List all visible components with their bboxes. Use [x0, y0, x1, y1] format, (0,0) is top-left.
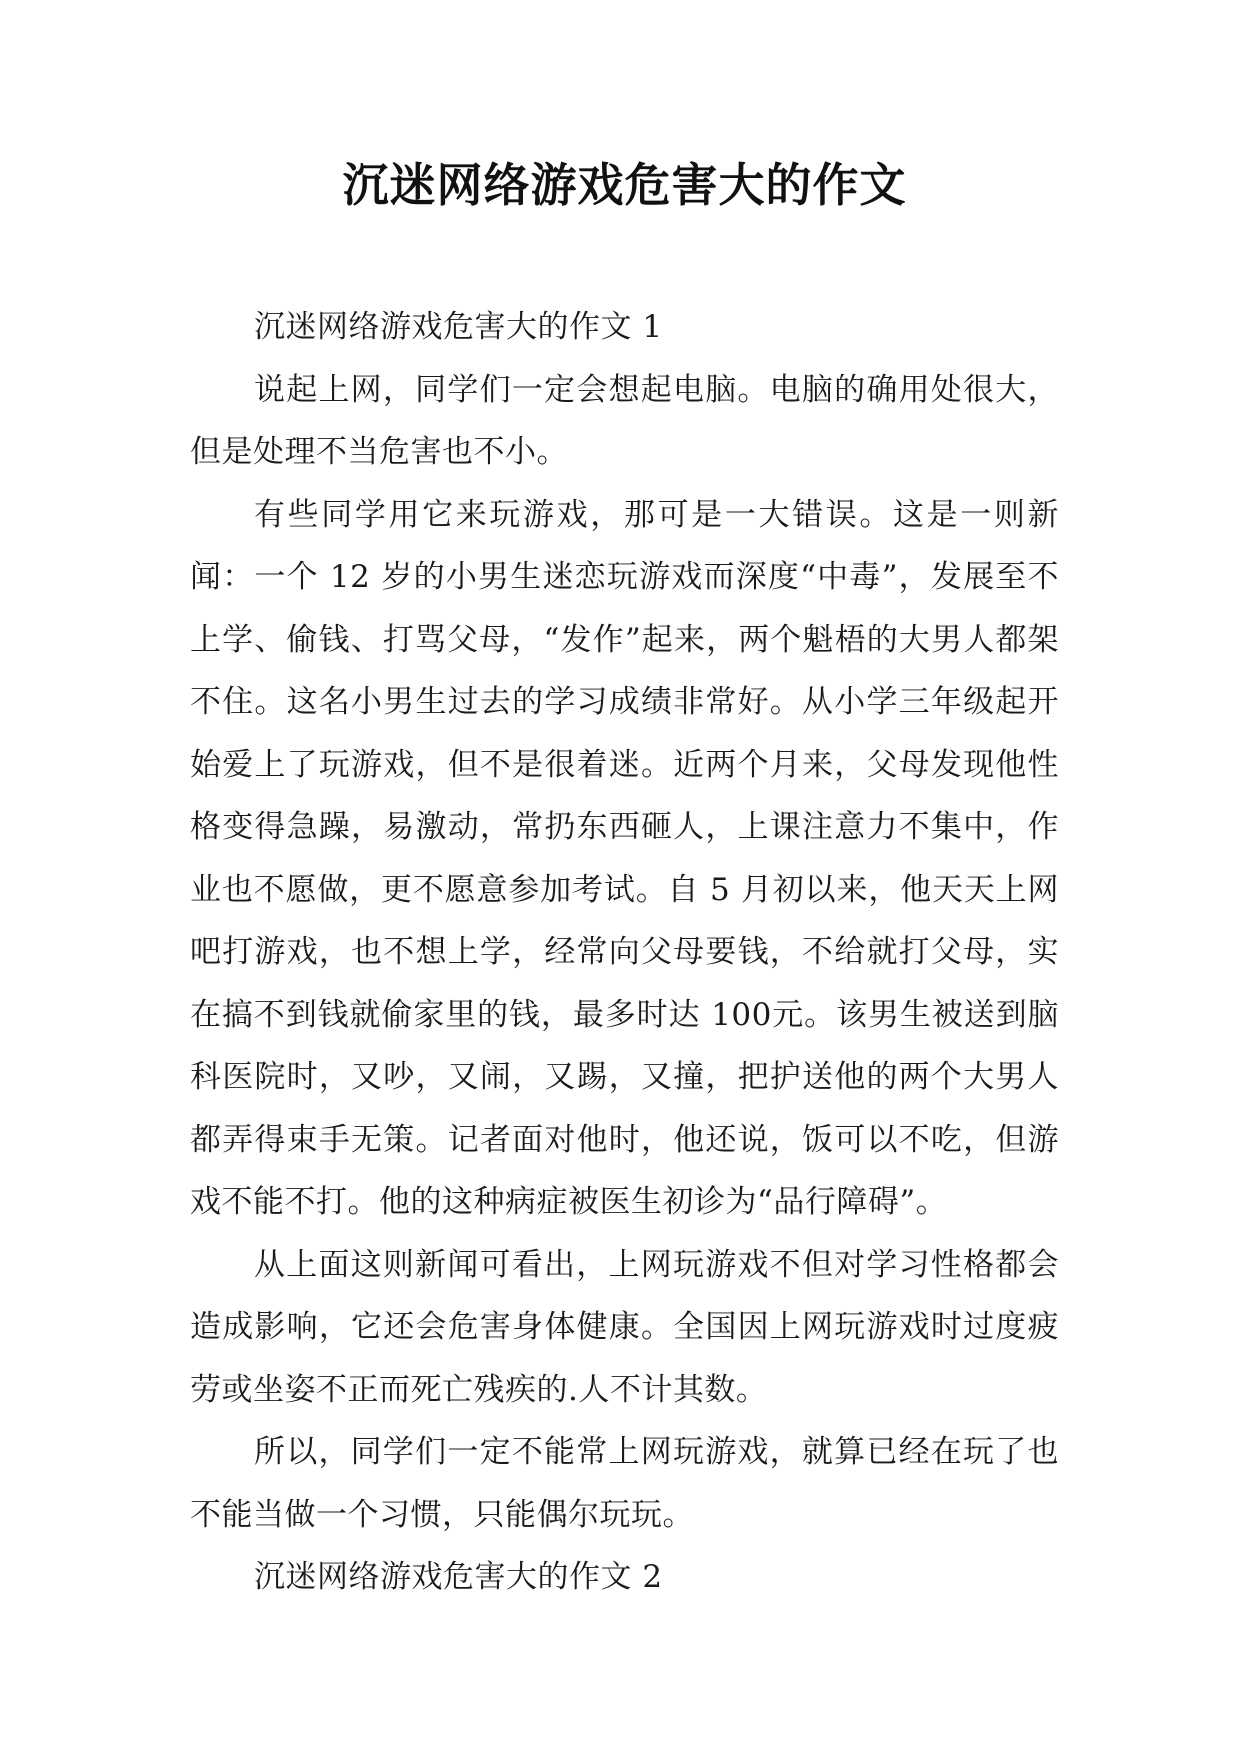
- paragraph: 所以，同学们一定不能常上网玩游戏，就算已经在玩了也不能当做一个习惯，只能偶尔玩玩。: [190, 1434, 1059, 1533]
- section-heading-1: 沉迷网络游戏危害大的作文 1: [254, 309, 663, 345]
- paragraph: 说起上网，同学们一定会想起电脑。电脑的确用处很大，但是处理不当危害也不小。: [190, 371, 1059, 470]
- document-body: [190, 296, 1059, 1609]
- paragraph: 从上面这则新闻可看出，上网玩游戏不但对学习性格都会造成影响，它还会危害身体健康。全国因上网玩游戏时过度疲劳或坐姿不正而死亡残疾的.人不计其数。: [190, 1246, 1059, 1408]
- paragraph: 有些同学用它来玩游戏，那可是一大错误。这是一则新闻：一个 12 岁的小男生迷恋玩游戏而深度“中毒”，发展至不上学、偷钱、打骂父母，“发作”起来，两个魁梧的大男人都架不住。这名小男生过去的学习成绩非常好。从小学三年级起开始爱上了玩游戏，但不是很着迷。近两个月来，父母发现他性格变得急躁，易激动，常扔东西砸人，上课注意力不集中，作业也不愿做，更不愿意参加考试。自 5 月初以来，他天天上网吧打游戏，也不想上学，经常向父母要钱，不给就打父母，实在搞不到钱就偷家里的钱，最多时达 100元。该男生被送到脑科医院时，又吵，又闹，又踢，又撞，把护送他的两个大男人都弄得束手无策。记者面对他时，他还说，饭可以不吃，但游戏不能不打。他的这种病症被医生初诊为“品行障碍”。: [190, 496, 1059, 1220]
- document-title: 沉迷网络游戏危害大的作文: [342, 158, 907, 212]
- section-heading-2: 沉迷网络游戏危害大的作文 2: [254, 1559, 663, 1595]
